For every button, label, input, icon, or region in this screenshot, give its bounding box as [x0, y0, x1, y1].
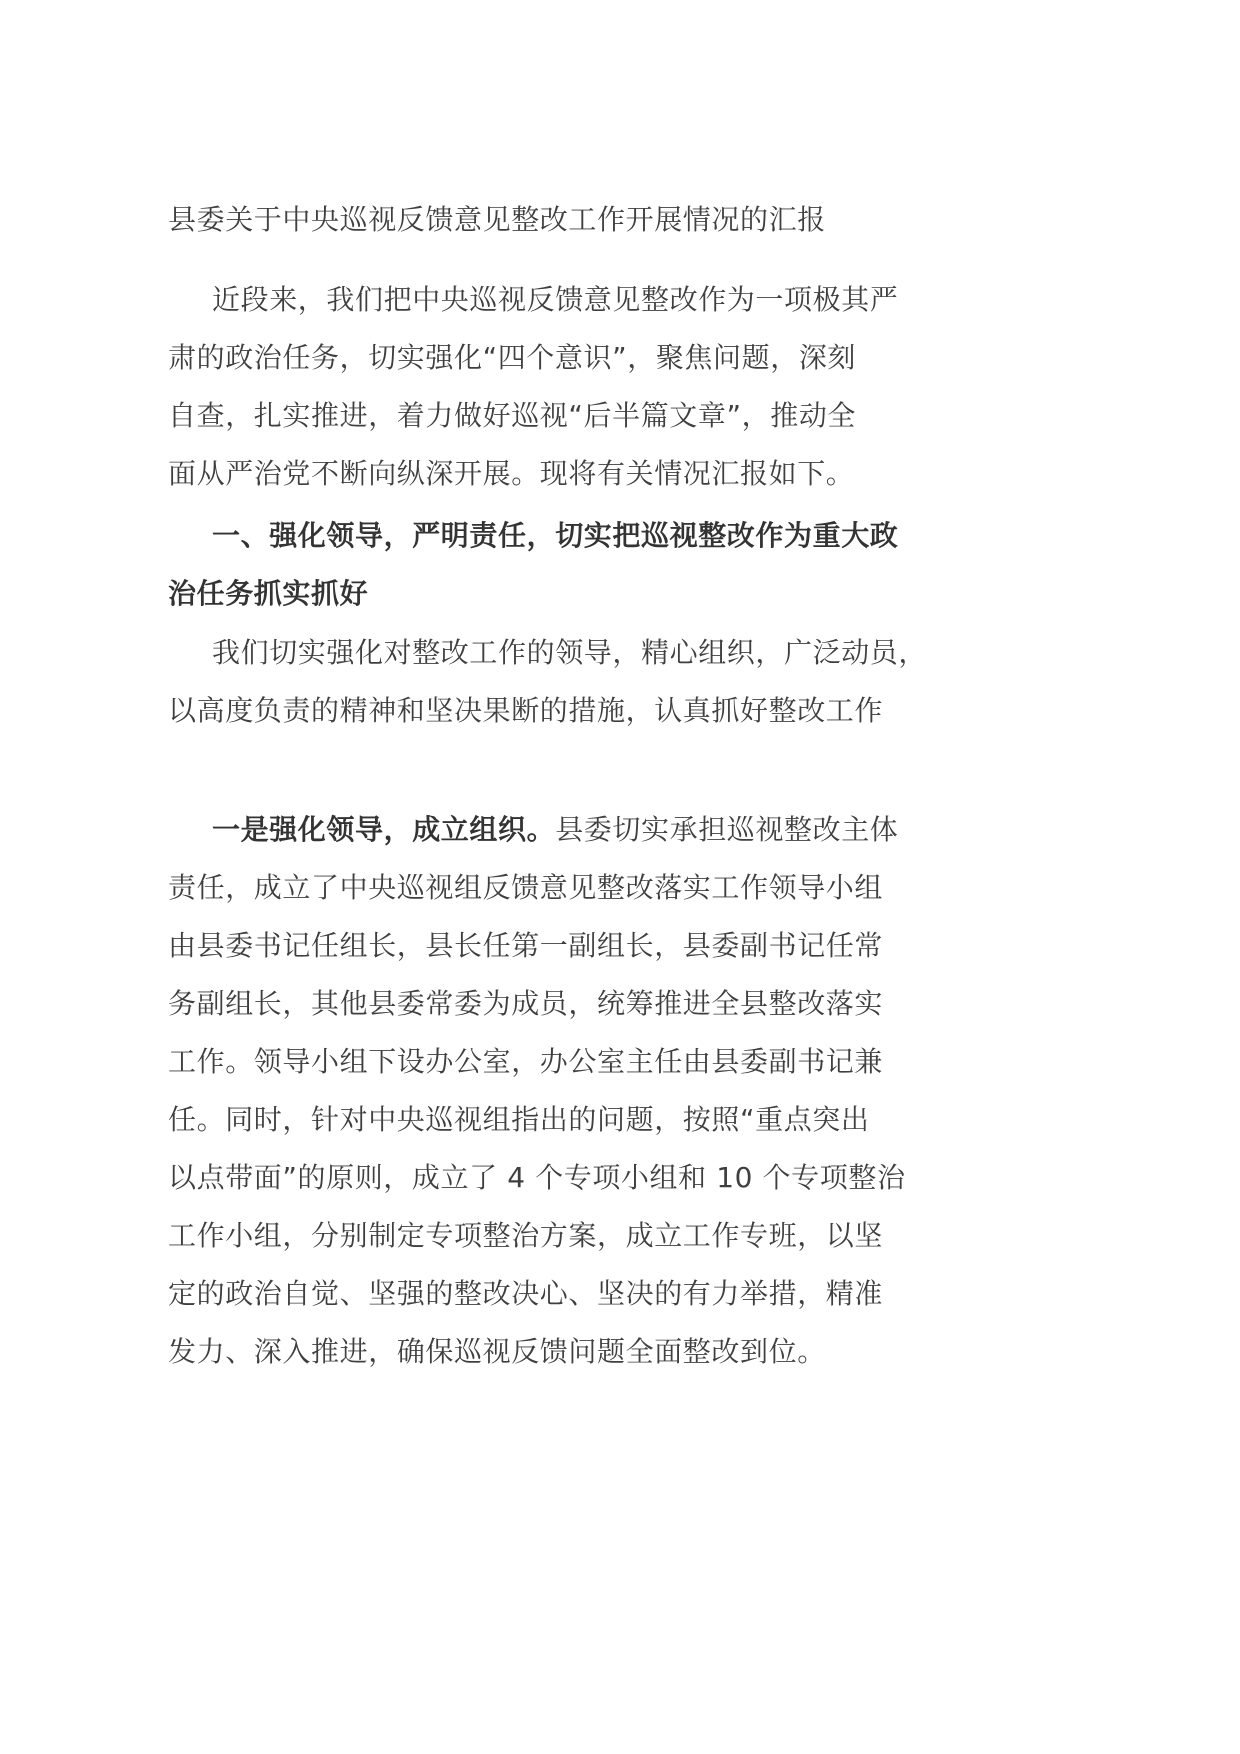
item-line: 由县委书记任组长，县长任第一副组长，县委副书记任常	[168, 929, 884, 962]
item-line: 以点带面”的原则，成立了 4 个专项小组和 10 个专项整治	[168, 1161, 906, 1194]
item-line: 发力、深入推进，确保巡视反馈问题全面整改到位。	[168, 1335, 826, 1368]
document-title: 县委关于中央巡视反馈意见整改工作开展情况的汇报	[168, 203, 826, 236]
item-first-line-rest: 县委切实承担巡视整改主体	[555, 813, 899, 846]
item-line: 任。同时，针对中央巡视组指出的问题，按照“重点突出	[168, 1103, 870, 1136]
intro-line: 自查，扎实推进，着力做好巡视“后半篇文章”，推动全	[168, 399, 857, 432]
item-line: 定的政治自觉、坚强的整改决心、坚决的有力举措，精准	[168, 1277, 884, 1310]
item-line: 工作。领导小组下设办公室，办公室主任由县委副书记兼	[168, 1045, 884, 1078]
item-line: 工作小组，分别制定专项整治方案，成立工作专班，以坚	[168, 1219, 884, 1252]
intro-line: 面从严治党不断向纵深开展。现将有关情况汇报如下。	[168, 457, 855, 490]
section-heading-line: 治任务抓实抓好	[168, 577, 369, 610]
section-heading-line: 一、强化领导，严明责任，切实把巡视整改作为重大政	[212, 519, 899, 552]
intro-line: 近段来，我们把中央巡视反馈意见整改作为一项极其严	[212, 283, 899, 316]
item-lead: 一是强化领导，成立组织。	[212, 813, 556, 846]
item-line: 务副组长，其他县委常委为成员，统筹推进全县整改落实	[168, 987, 884, 1020]
section-para-line: 我们切实强化对整改工作的领导，精心组织，广泛动员，	[212, 636, 928, 669]
section-para-line: 以高度负责的精神和坚决果断的措施，认真抓好整改工作	[168, 694, 884, 727]
item-first-line	[212, 810, 898, 850]
item-line: 责任，成立了中央巡视组反馈意见整改落实工作领导小组	[168, 871, 884, 904]
intro-line: 肃的政治任务，切实强化“四个意识”，聚焦问题，深刻	[168, 341, 857, 374]
